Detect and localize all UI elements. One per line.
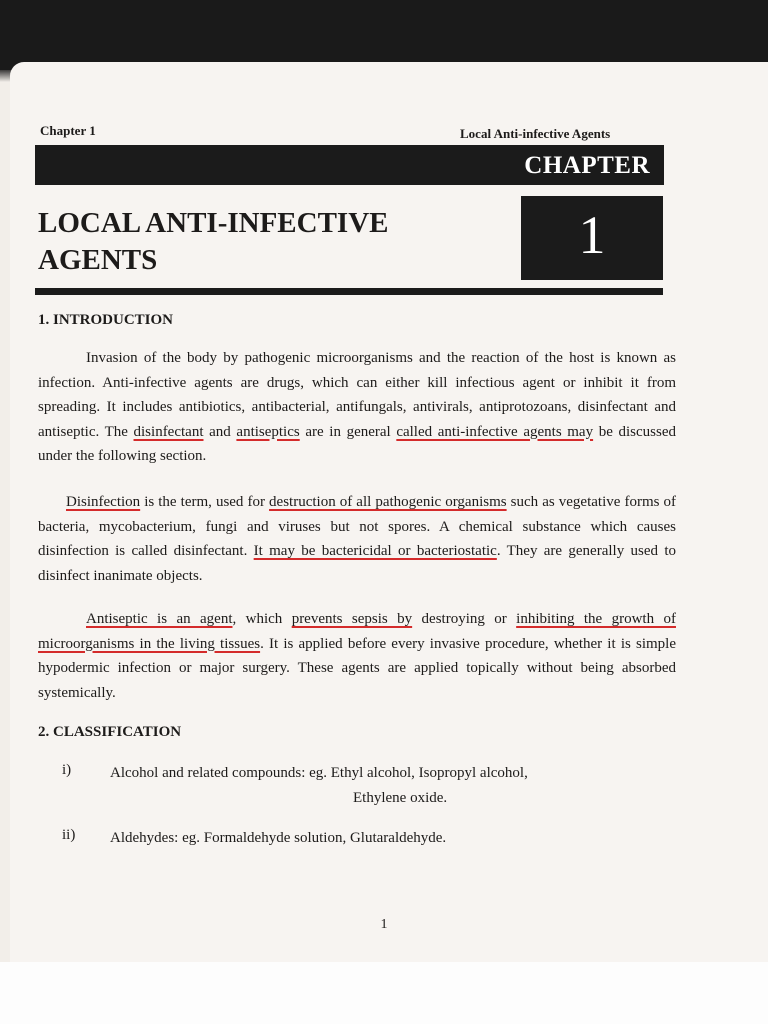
section-heading-introduction: 1. INTRODUCTION <box>38 312 174 328</box>
chapter-number: 1 <box>578 205 606 265</box>
underlined-text: called anti-infective agents may <box>396 423 594 440</box>
chapter-word: CHAPTER <box>524 152 650 179</box>
text-run: Invasion of the body by pathogenic microorganisms and the reaction of the host is known as infection. Anti-infective agents are drugs, which can either kill infectious agent or inhibit it from spreading. It includes antibiotics, antibacterial, antifungals, antivirals, antiprotozoans, disinfectant and antiseptic. The <box>38 350 676 440</box>
text-run: and <box>203 423 237 440</box>
paragraph-infection <box>38 346 676 469</box>
page-title <box>38 205 508 279</box>
list-item-continuation: Ethylene oxide. <box>353 790 448 806</box>
title-rule <box>35 288 663 295</box>
title-line-1: LOCAL ANTI-INFECTIVE <box>38 207 389 239</box>
chapter-number-box <box>521 196 663 280</box>
text-run: , which <box>232 611 292 627</box>
page-number: 1 <box>380 917 388 932</box>
list-item-number: ii) <box>62 827 76 843</box>
underlined-text: prevents sepsis by <box>291 611 413 627</box>
underlined-text: Disinfection <box>66 494 141 510</box>
running-title: Local Anti-infective Agents <box>460 126 611 141</box>
chapter-label: Chapter 1 <box>40 123 96 138</box>
chapter-banner <box>35 145 664 185</box>
underlined-text: disinfectant <box>133 423 204 440</box>
scan-bottom-margin <box>0 962 768 1024</box>
text-run: are in general <box>299 423 397 440</box>
paragraph-disinfection <box>38 490 676 588</box>
underlined-text: Antiseptic is an agent <box>86 611 233 627</box>
underlined-text: inhibiting the growth of microorganisms in the living tissues <box>38 611 676 652</box>
paragraph-antiseptic <box>38 607 676 705</box>
text-run: destroying or <box>412 611 517 627</box>
list-item-text: Alcohol and related compounds: eg. Ethyl alcohol, Isopropyl alcohol, <box>110 765 528 781</box>
underlined-text: destruction of all pathogenic organisms <box>269 494 507 510</box>
list-item-text: Aldehydes: eg. Formaldehyde solution, Glutaraldehyde. <box>110 830 447 846</box>
section-heading-classification: 2. CLASSIFICATION <box>38 724 182 740</box>
text-run: . They are generally used to disinfect inanimate objects. <box>38 543 677 584</box>
text-run: such as vegetative forms of bacteria, mycobacterium, fungi and viruses but not spores. A chemical substance which causes disinfection is called disinfectant. <box>38 494 676 559</box>
underlined-text: It may be bactericidal or bacteriostatic <box>253 543 497 559</box>
text-run: is the term, used for <box>140 494 270 510</box>
text-run: be discussed under the following section. <box>38 423 676 464</box>
title-line-2: AGENTS <box>38 244 158 276</box>
list-item-number: i) <box>62 762 72 778</box>
underlined-text: antiseptics <box>236 423 300 440</box>
text-run: . It is applied before every invasive procedure, whether it is simple hypodermic infection or major surgery. These agents are applied topically without being absorbed systemically. <box>38 635 676 701</box>
